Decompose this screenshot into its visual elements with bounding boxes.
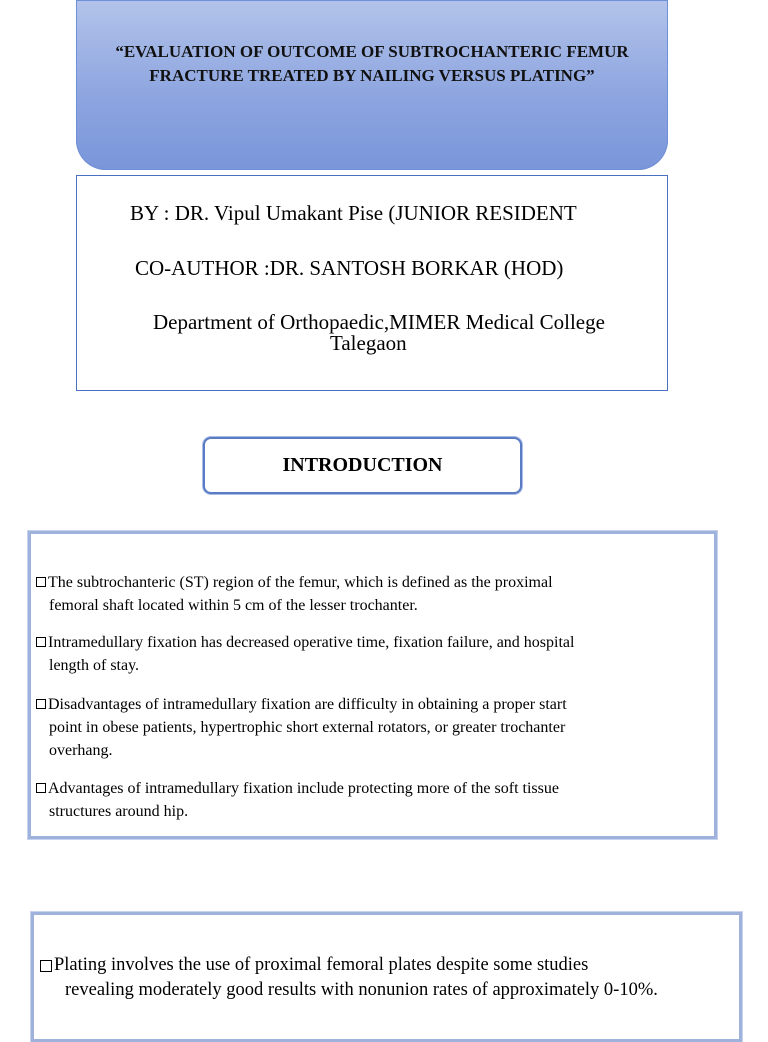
authors-box	[76, 175, 668, 391]
department-city: Talegaon	[330, 331, 407, 355]
introduction-heading-box	[203, 437, 522, 494]
department-line: Department of Orthopaedic,MIMER Medical College	[153, 310, 605, 334]
checkbox-square-icon	[36, 783, 46, 793]
plating-bullet	[40, 953, 658, 1003]
intro-bullet-text: Disadvantages of intramedullary fixation are difficulty in obtaining a proper start point in obese patients, hypertrophic short external rotators, or greater trochanter overhang.	[48, 696, 567, 759]
intro-bullet	[36, 571, 553, 617]
author-line: BY : DR. Vipul Umakant Pise (JUNIOR RESIDENT	[130, 201, 577, 225]
checkbox-square-icon	[36, 637, 46, 647]
intro-bullet-text: The subtrochanteric (ST) region of the femur, which is defined as the proximal femoral shaft located within 5 cm of the lesser trochanter.	[48, 574, 553, 614]
introduction-heading: INTRODUCTION	[282, 454, 443, 476]
intro-bullet-text: Advantages of intramedullary fixation include protecting more of the soft tissue structures around hip.	[48, 780, 559, 820]
intro-bullet	[36, 693, 567, 762]
checkbox-square-icon	[36, 699, 46, 709]
introduction-panel	[28, 531, 717, 839]
intro-bullet	[36, 631, 574, 677]
title-banner	[76, 0, 668, 170]
intro-bullet	[36, 777, 559, 823]
plating-bullet-text: Plating involves the use of proximal femoral plates despite some studies revealing moderately good results with nonunion rates of approximately 0-10%.	[54, 955, 658, 1000]
checkbox-square-icon	[36, 577, 46, 587]
co-author-line: CO-AUTHOR :DR. SANTOSH BORKAR (HOD)	[135, 256, 564, 280]
checkbox-square-icon	[40, 960, 52, 972]
poster-title: “EVALUATION OF OUTCOME OF SUBTROCHANTERIC FEMUR FRACTURE TREATED BY NAILING VERSUS PLATING”	[115, 42, 629, 85]
intro-bullet-text: Intramedullary fixation has decreased operative time, fixation failure, and hospital length of stay.	[48, 634, 575, 674]
plating-panel	[31, 912, 742, 1042]
